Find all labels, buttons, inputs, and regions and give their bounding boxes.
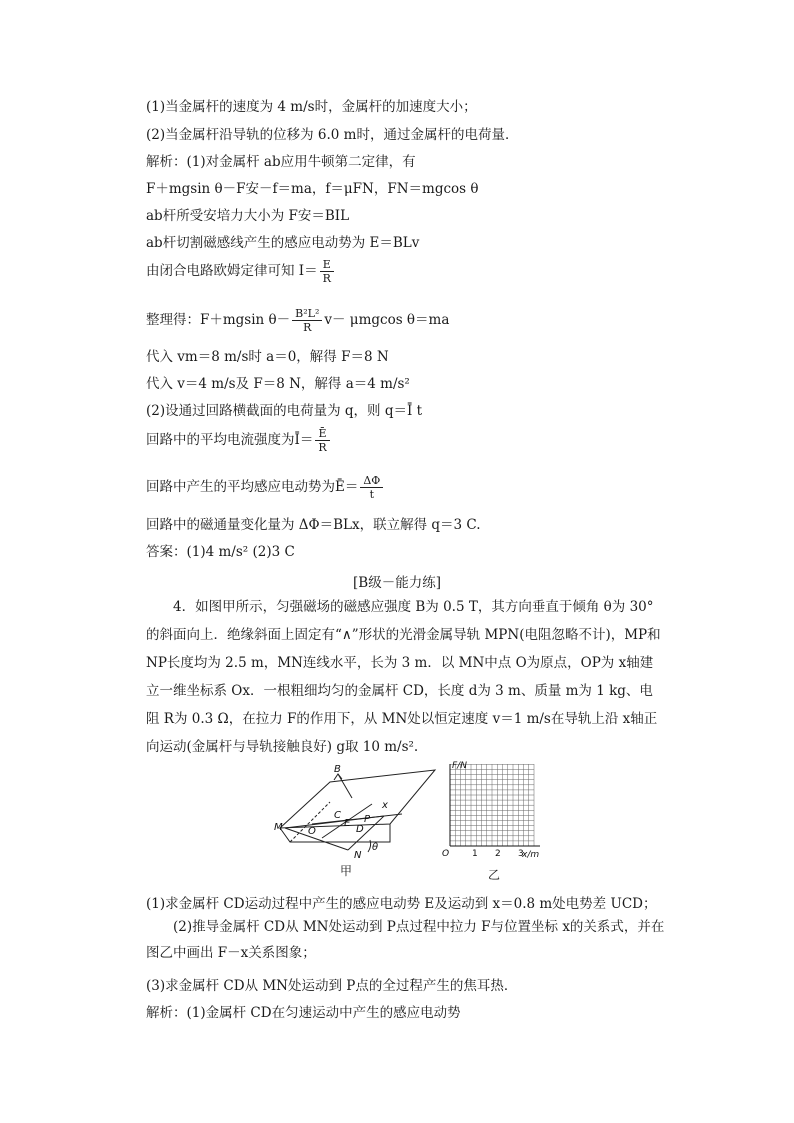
q4-subquestion-1: (1)求金属杆 CD运动过程中产生的感应电动势 E及运动到 x＝0.8 m处电势差 UCD； [146, 896, 657, 912]
q3-equation-10 [146, 474, 385, 501]
q3-equation-9 [146, 427, 332, 454]
q4-solution-intro: 解析：(1)金属杆 CD在匀速运动中产生的感应电动势 [146, 1005, 461, 1021]
q3-equation-8: (2)设通过回路横截面的电荷量为 q，则 q＝Ī t [146, 403, 423, 419]
label-e: E [344, 818, 351, 829]
eq4-fraction [320, 258, 334, 285]
eq5-fraction [292, 307, 322, 334]
label-p: P [364, 814, 371, 825]
eq10-text: 回路中产生的平均感应电动势为Ē＝ [146, 479, 359, 495]
figure-a-caption: 甲 [340, 864, 353, 878]
tick-label-1: 1 [472, 849, 478, 859]
q4-stem: 4．如图甲所示，匀强磁场的磁感应强度 B为 0.5 T，其方向垂直于倾角 θ为 30°的斜面向上．绝缘斜面上固定有“∧”形状的光滑金属导轨 MPN(电阻忽略不计)，MP和 NP长度均为 2.5 m，MN连线水平，长为 3 m．以 MN中点 O为原点，OP为 x轴建立一维坐标系 Ox．一根粗细均匀的金属杆 CD，长度 d为 3 m、质量 m为 1 kg、电阻 R为 0.3 Ω，在拉力 F的作用下，从 MN处以恒定速度 v＝1 m/s在导轨上沿 x轴正向运动(金属杆与导轨接触良好) g取 10 m/s². [146, 599, 661, 755]
label-d: D [356, 824, 364, 835]
x-axis [312, 814, 402, 824]
tick-label-3: 3 [518, 849, 524, 859]
q3-equation-5 [146, 307, 449, 334]
eq9-numerator: Ē [315, 427, 329, 441]
eq4-denominator: R [322, 272, 331, 285]
eq10-fraction [360, 474, 383, 501]
q4-subquestion-3: (3)求金属杆 CD从 MN处运动到 P点的全过程产生的焦耳热． [146, 978, 518, 994]
q3-subquestion-2: (2)当金属杆沿导轨的位移为 6.0 m时，通过金属杆的电荷量． [146, 127, 519, 143]
eq5-denominator: R [303, 321, 312, 334]
label-b: B [334, 764, 341, 775]
section-heading: [B级－能力练] [353, 575, 441, 591]
eq5-text: 整理得：F＋mgsin θ－ [146, 312, 291, 328]
tick-label-2: 2 [495, 849, 501, 859]
eq10-numerator: ΔΦ [360, 474, 383, 488]
q3-equation-7: 代入 v＝4 m/s及 F＝8 N，解得 a＝4 m/s² [146, 376, 410, 392]
label-c: C [334, 810, 341, 821]
q3-equation-11: 回路中的磁通量变化量为 ΔΦ＝BLx，联立解得 q＝3 C. [146, 517, 481, 533]
label-x: x [382, 800, 388, 811]
eq9-text: 回路中的平均电流强度为Ī＝ [146, 432, 314, 448]
eq9-fraction [315, 427, 329, 454]
q3-equation-1: F＋mgsin θ－F安－f＝ma，f＝μFN，FN＝mgcos θ [146, 181, 479, 197]
rail-mn [285, 828, 348, 850]
q4-subquestion-2: (2)推导金属杆 CD从 MN处运动到 P点过程中拉力 F与位置坐标 x的关系式，并在图乙中画出 F－x关系图象； [146, 919, 665, 961]
q3-subquestion-1: (1)当金属杆的速度为 4 m/s时，金属杆的加速度大小； [146, 99, 477, 115]
eq4-text: 由闭合电路欧姆定律可知 I＝ [146, 263, 318, 279]
origin-label: O [442, 849, 450, 859]
label-theta: θ [372, 842, 379, 853]
q3-equation-6: 代入 vm＝8 m/s时 a＝0，解得 F＝8 N [146, 349, 389, 365]
figure-b-grid [440, 758, 550, 866]
eq5-tail: v－ μmgcos θ＝ma [324, 312, 450, 328]
label-m: M [274, 822, 283, 833]
q3-equation-4 [146, 258, 336, 285]
q3-solution-title: 解析：(1)对金属杆 ab应用牛顿第二定律，有 [146, 154, 416, 170]
eq5-numerator: B²L² [292, 307, 322, 321]
y-axis-label: F/N [452, 761, 467, 771]
eq10-denominator: t [369, 488, 375, 501]
label-o: O [308, 826, 316, 837]
figure-b-caption: 乙 [488, 868, 501, 882]
x-axis-label: x/m [522, 850, 540, 860]
q3-answer: 答案：(1)4 m/s² (2)3 C [146, 544, 295, 560]
q3-equation-2: ab杆所受安培力大小为 F安＝BIL [146, 208, 350, 224]
b-arrow [338, 774, 352, 798]
eq9-denominator: R [318, 441, 327, 454]
q3-equation-3: ab杆切割磁感线产生的感应电动势为 E＝BLv [146, 235, 420, 251]
label-n: N [354, 850, 362, 860]
eq4-numerator: E [320, 258, 334, 272]
figure-a-incline [272, 760, 442, 860]
